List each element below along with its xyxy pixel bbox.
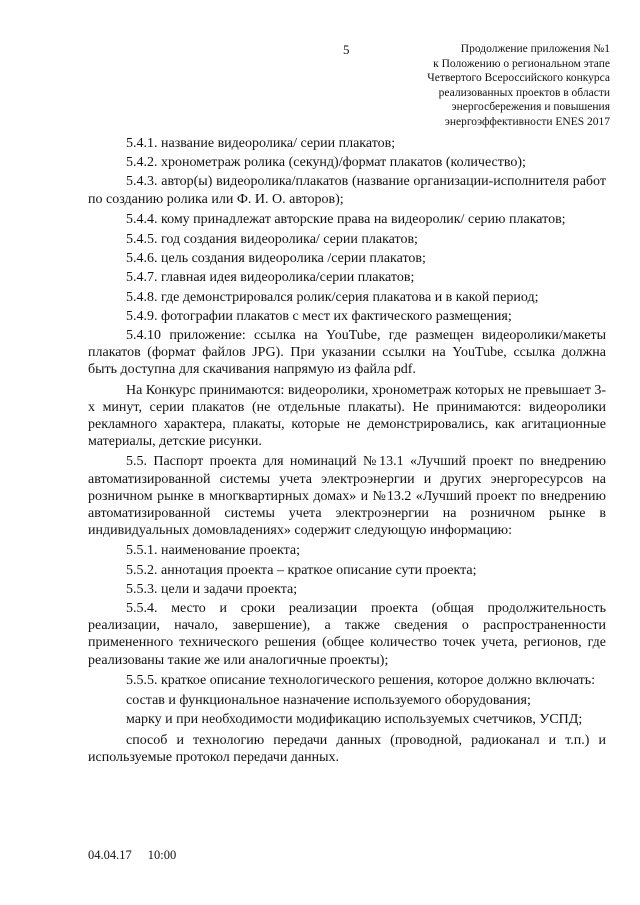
paragraph-contest-acceptance: На Конкурс принимаются: видеоролики, хронометраж которых не превышает 3-х минут, серии плакатов (не отдельные плакаты). Не принимаются: видеоролики рекламного характера, плакаты, которые не демонстрировались, как агитационные материалы, детские рисунки. — [88, 382, 606, 450]
header-line: к Положению о региональном этапе — [433, 57, 610, 70]
paragraph-5-4-6: 5.4.6. цель создания видеоролика /серии плакатов; — [126, 251, 426, 267]
header-line: энергосбережения и повышения — [451, 101, 610, 113]
appendix-header-note — [392, 42, 610, 129]
paragraph-5-4-5: 5.4.5. год создания видеоролика/ серии плакатов; — [126, 232, 418, 248]
footer-time: 10:00 — [147, 848, 177, 862]
paragraph-5-4-1: 5.4.1. название видеоролика/ серии плакатов; — [126, 136, 396, 151]
list-item-data-transfer: способ и технологию передачи данных (проводной, радиоканал и т.п.) и используемые протокол передачи данных. — [88, 732, 606, 765]
footer-timestamp — [88, 848, 176, 863]
paragraph-5-5-5: 5.5.5. краткое описание технологического решения, которое должно включать: — [126, 672, 596, 688]
paragraph-5-5-2: 5.5.2. аннотация проекта – краткое описание сути проекта; — [126, 562, 477, 578]
header-line: Продолжение приложения №1 — [460, 43, 610, 55]
paragraph-5-4-8: 5.4.8. где демонстрировался ролик/серия плакатова и в какой период; — [126, 289, 539, 305]
paragraph-5-4-9: 5.4.9. фотографии плакатов с мест их фактического размещения; — [126, 308, 512, 324]
paragraph-5-4-10: 5.4.10 приложение: ссылка на YouTube, где размещен видеоролики/макеты плакатов (формат файлов JPG). При указании ссылки на YouTube, ссылка должна быть доступна для скачивания напрямую из файла pdf. — [88, 328, 606, 378]
paragraph-5-4-7: 5.4.7. главная идея видеоролика/серии плакатов; — [126, 270, 415, 286]
list-item-equipment: состав и функциональное назначение используемого оборудования; — [126, 693, 531, 709]
footer-date: 04.04.17 — [88, 848, 132, 862]
paragraph-5-5-1: 5.5.1. наименование проекта; — [126, 543, 300, 559]
page-number: 5 — [343, 42, 350, 57]
paragraph-5-5: 5.5. Паспорт проекта для номинаций №13.1 «Лучший проект по внедрению автоматизированной системы учета электроэнергии и других энергоресурсов на розничном рынке в многквартирных домах» и №13.2 «Лучший проект по внедрению автоматизированной системы учета электроэнергии на розничном рынке в индивидуальных домовладениях» содержит следующую информацию: — [88, 454, 606, 539]
list-item-meters: марку и при необходимости модификацию используемых счетчиков, УСПД; — [126, 712, 583, 728]
paragraph-5-4-2: 5.4.2. хронометраж ролика (секунд)/формат плакатов (количество); — [126, 155, 526, 171]
header-line: Четвертого Всероссийского конкурса — [427, 72, 610, 84]
document-body — [88, 135, 606, 769]
paragraph-5-4-4: 5.4.4. кому принадлежат авторские права на видеоролик/ серию плакатов; — [126, 211, 566, 227]
header-line: реализованных проектов в области — [438, 86, 610, 99]
paragraph-5-4-3: 5.4.3. автор(ы) видеоролика/плакатов (название организации-исполнителя работ по созданию ролика или Ф. И. О. авторов); — [88, 174, 606, 207]
header-line: энергоэффективности ENES 2017 — [444, 115, 610, 128]
paragraph-5-5-3: 5.5.3. цели и задачи проекта; — [126, 581, 298, 597]
paragraph-5-5-4: 5.5.4. место и сроки реализации проекта (общая продолжительность реализации, начало, завершение), а также сведения о распространенности примененного технического решения (общее количество точек учета, регионов, где реализованы такие же или аналогичные проекты); — [88, 601, 606, 668]
